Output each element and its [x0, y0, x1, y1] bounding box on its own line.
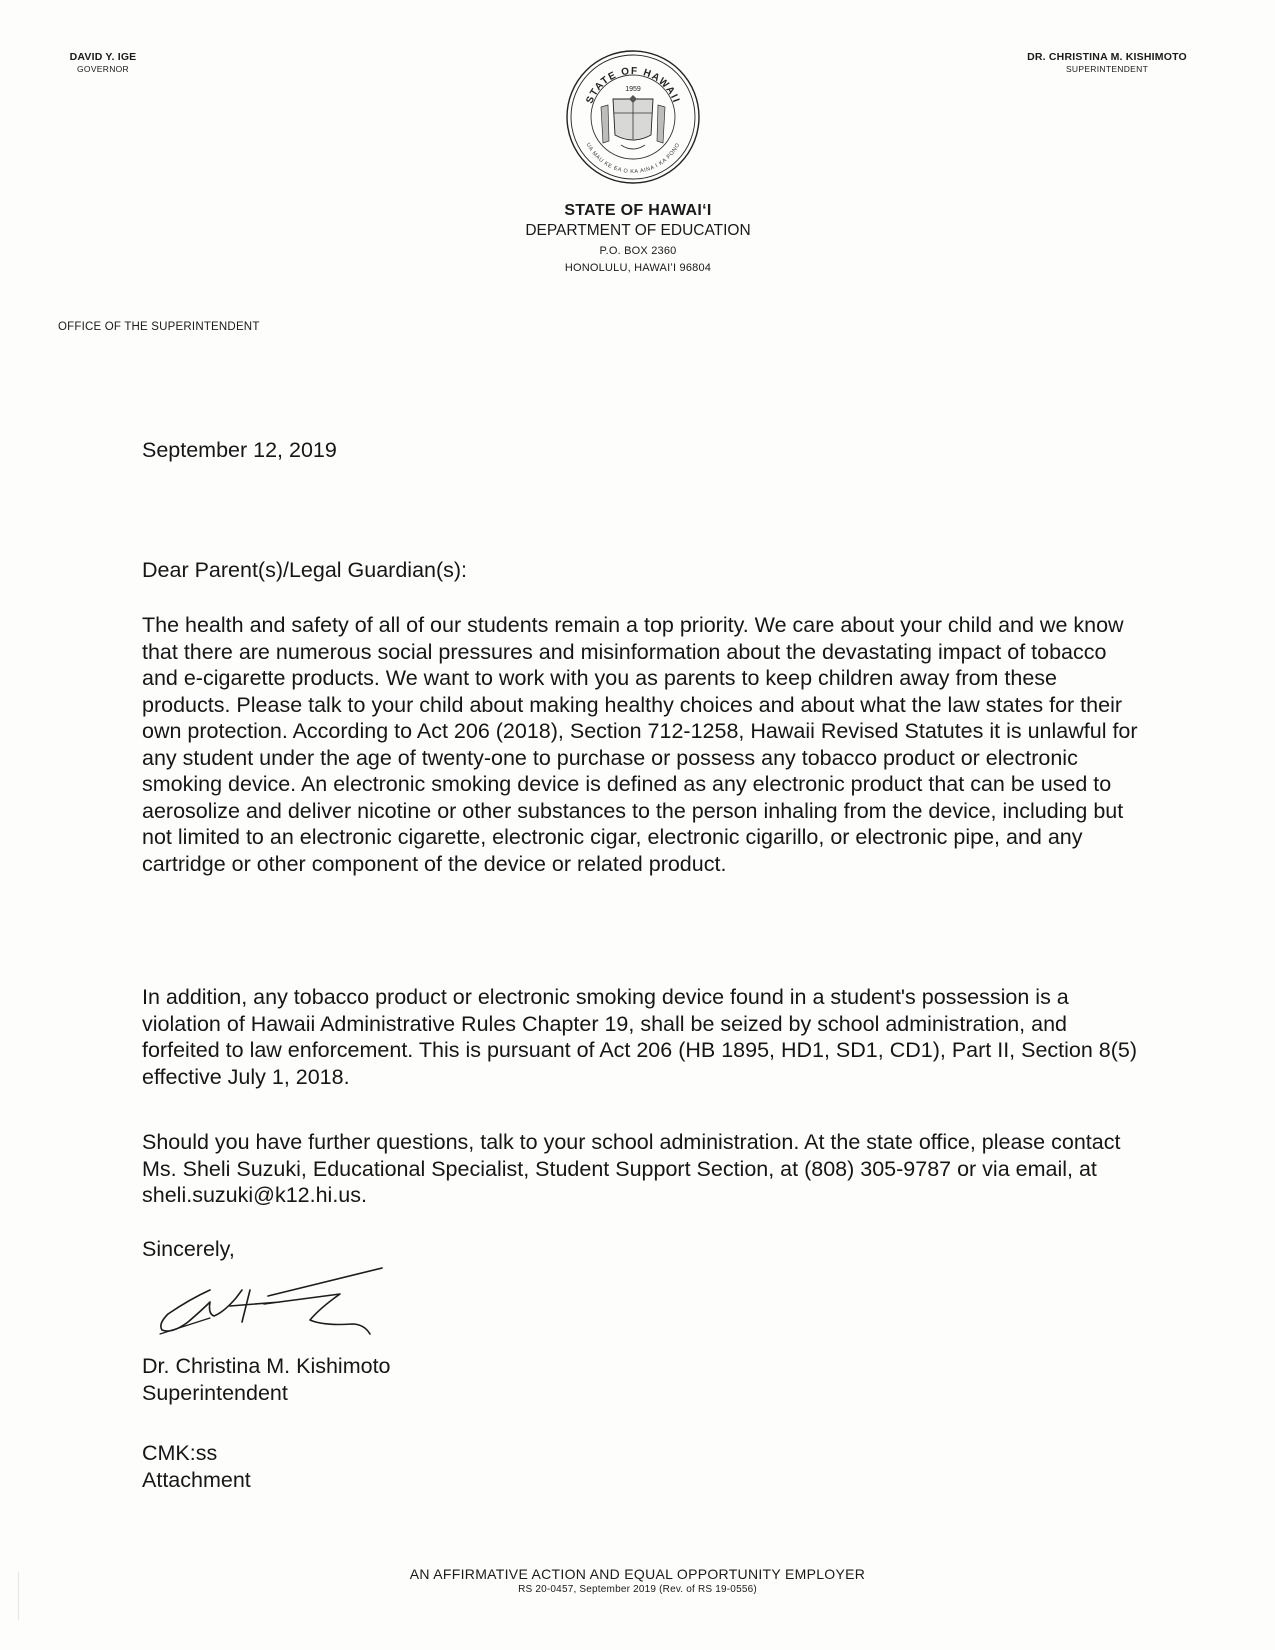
letter-date: September 12, 2019 [142, 438, 337, 462]
signer-title: Superintendent [142, 1380, 288, 1405]
agency-block [438, 202, 838, 277]
office-label: OFFICE OF THE SUPERINTENDENT [58, 321, 260, 333]
employer-statement: AN AFFIRMATIVE ACTION AND EQUAL OPPORTUNITY EMPLOYER [409, 1566, 866, 1582]
form-reference: RS 20-0457, September 2019 (Rev. of RS 19-0556) [518, 1584, 757, 1595]
body-paragraph-1: The health and safety of all of our students remain a top priority. We care about your child and we know that there are numerous social pressures and misinformation about the devastating impact of tobacco and e-cigarette products. We want to work with you as parents to keep children away from these products. Please talk to your child about making healthy choices and about what the law states for their own protection. According to Act 206 (2018), Section 712-1258, Hawaii Revised Statutes it is unlawful for any student under the age of twenty-one to purchase or possess any tobacco product or electronic smoking device. An electronic smoking device is defined as any electronic product that can be used to aerosolize and deliver nicotine or other substances to the person inhaling from the device, including but not limited to an electronic cigarette, electronic cigar, electronic cigarillo, or electronic pipe, and any cartridge or other component of the device or related product. [142, 613, 1138, 876]
agency-state: STATE OF HAWAIʻI [564, 202, 712, 219]
initials: CMK:ss [142, 1441, 218, 1465]
state-seal-icon [563, 47, 703, 187]
seal-motto: UA MAU KE EA O KA AINA I KA PONO [584, 142, 682, 176]
signer-block [142, 1353, 1142, 1406]
salutation: Dear Parent(s)/Legal Guardian(s): [142, 558, 468, 582]
scan-edge-mark [18, 1572, 19, 1620]
footer [300, 1566, 975, 1595]
seal-ring-text: STATE OF HAWAII [584, 65, 682, 106]
signature-icon [150, 1254, 410, 1344]
enclosure: Attachment [142, 1467, 251, 1492]
agency-city: HONOLULU, HAWAIʻI 96804 [564, 262, 712, 274]
superintendent-name: DR. CHRISTINA M. KISHIMOTO [1027, 51, 1187, 63]
agency-po-box: P.O. BOX 2360 [599, 245, 677, 257]
governor-block [58, 51, 148, 74]
body-paragraph-3: Should you have further questions, talk to your school administration. At the state office, please contact Ms. Sheli Suzuki, Educational Specialist, Student Support Section, at (808) 305-9787 or via email, at sheli.suzuki@k12.hi.us. [142, 1130, 1121, 1207]
agency-department: DEPARTMENT OF EDUCATION [525, 222, 751, 239]
governor-title: GOVERNOR [77, 64, 129, 74]
body-paragraph-2: In addition, any tobacco product or electronic smoking device found in a student's possession is a violation of Hawaii Administrative Rules Chapter 19, shall be seized by school administration, and forfeited to law enforcement. This is pursuant of Act 206 (HB 1895, HD1, SD1, CD1), Part II, Section 8(5) effective July 1, 2018. [142, 985, 1138, 1089]
closing: Sincerely, [142, 1237, 235, 1261]
superintendent-block [1002, 51, 1212, 74]
seal-year: 1959 [625, 86, 641, 93]
governor-name: DAVID Y. IGE [69, 51, 137, 63]
reference-block [142, 1440, 1142, 1493]
signer-name: Dr. Christina M. Kishimoto [142, 1354, 391, 1378]
svg-text:UA MAU KE EA O KA AINA I KA PO [585, 142, 682, 175]
superintendent-title: SUPERINTENDENT [1065, 64, 1149, 74]
